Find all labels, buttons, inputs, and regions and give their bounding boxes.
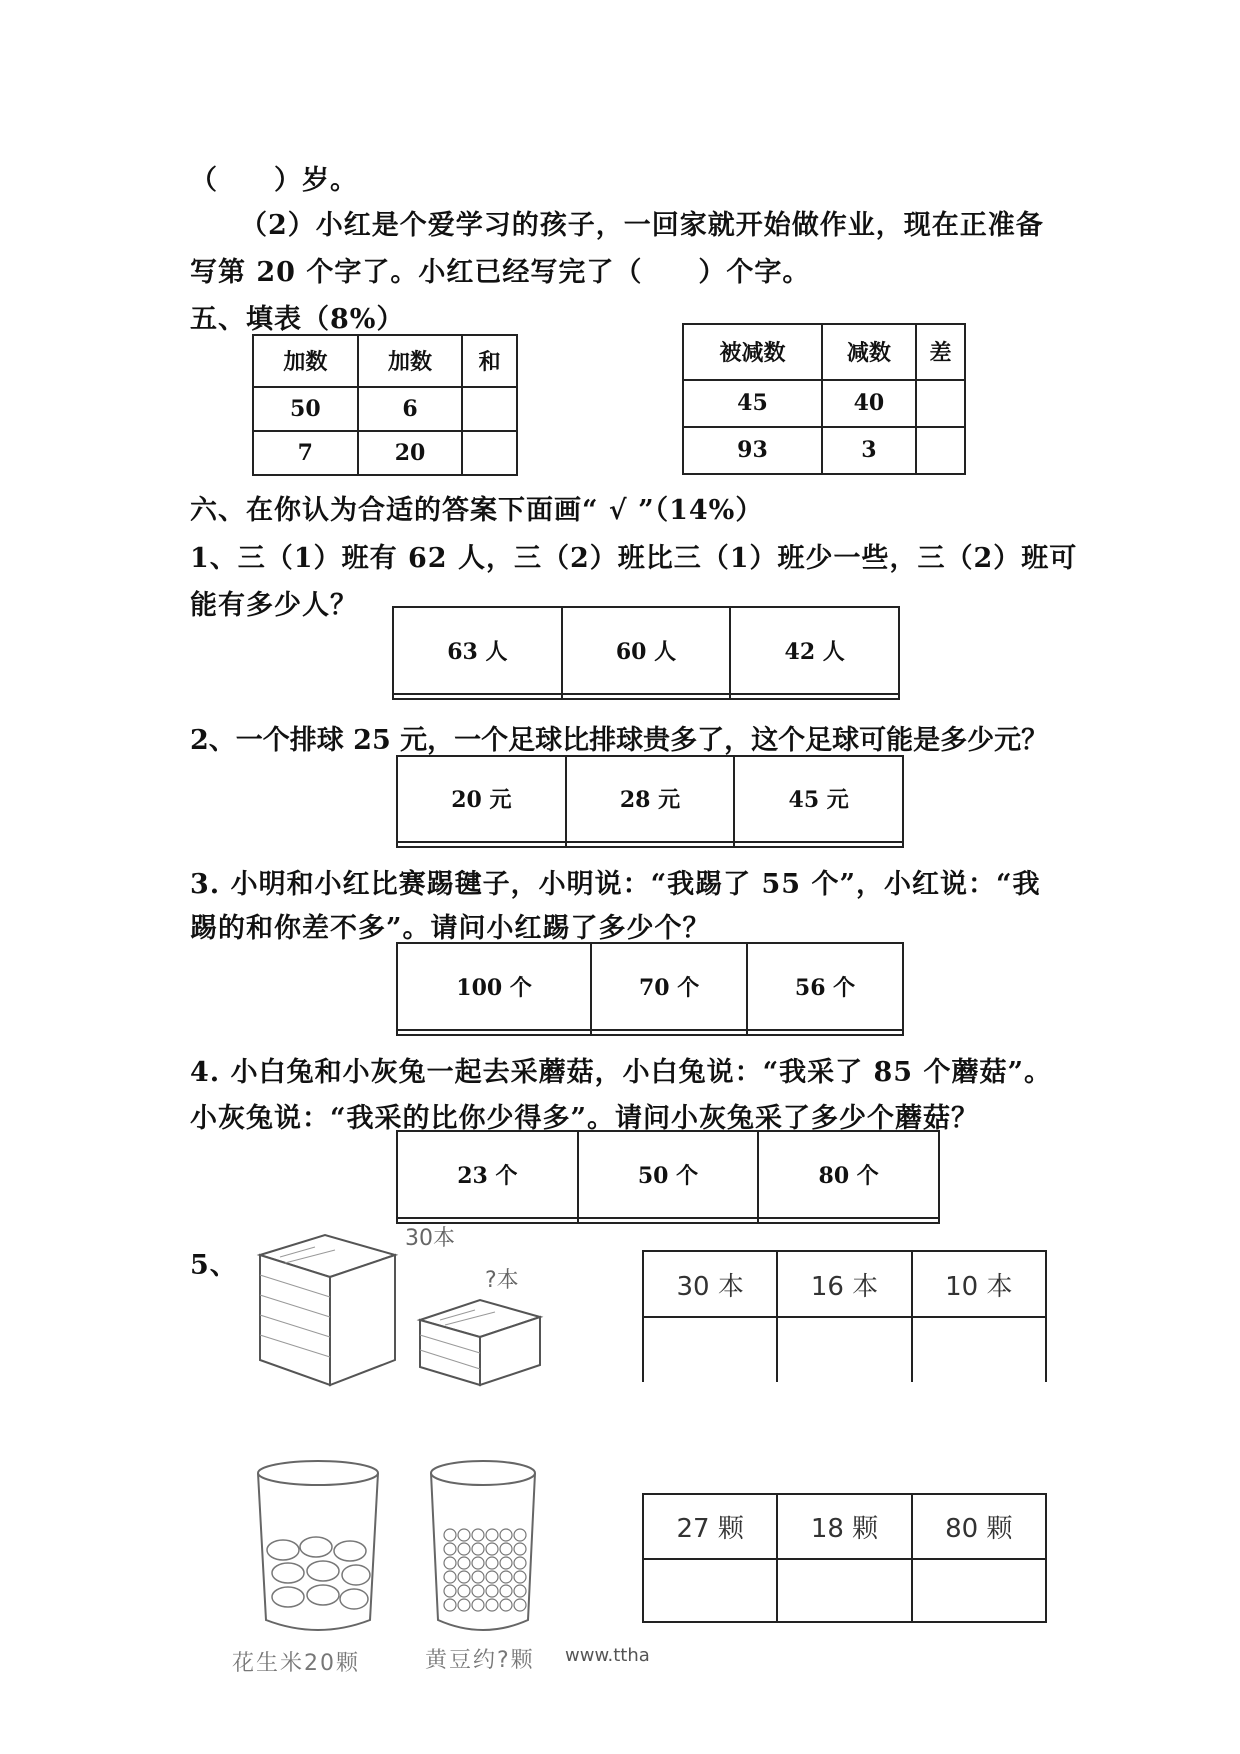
cell: 7 bbox=[253, 431, 358, 475]
addition-table bbox=[252, 334, 518, 476]
watermark-text: www.ttha bbox=[565, 1645, 650, 1666]
subtraction-table bbox=[682, 323, 966, 475]
answer-cell[interactable] bbox=[912, 1559, 1046, 1622]
option-label: 16 本 bbox=[777, 1251, 911, 1317]
question-1-line1: 1、三（1）班有 62 人，三（2）班比三（1）班少一些，三（2）班可 bbox=[190, 543, 1078, 574]
answer-cell[interactable] bbox=[591, 1030, 747, 1035]
option-label: 20 元 bbox=[397, 756, 566, 842]
answer-cell[interactable] bbox=[578, 1218, 759, 1223]
question-2: 2、一个排球 25 元，一个足球比排球贵多了，这个足球可能是多少元？ bbox=[190, 725, 1049, 756]
section-6-title: 六、在你认为合适的答案下面画“ √ ”（14%） bbox=[190, 495, 764, 526]
cell: 93 bbox=[683, 427, 822, 474]
cell: 45 bbox=[683, 380, 822, 427]
question-4-line2: 小灰兔说：“我采的比你少得多”。请问小灰兔采了多少个蘑菇？ bbox=[190, 1103, 980, 1134]
answer-cell[interactable] bbox=[566, 842, 735, 847]
option-label: 45 元 bbox=[734, 756, 903, 842]
option-label: 80 个 bbox=[758, 1131, 939, 1218]
option-label: 60 人 bbox=[562, 607, 731, 694]
option-label: 63 人 bbox=[393, 607, 562, 694]
q2-option-table bbox=[396, 755, 904, 848]
answer-cell[interactable] bbox=[397, 842, 566, 847]
answer-cell[interactable] bbox=[734, 842, 903, 847]
header-addend: 加数 bbox=[358, 335, 463, 387]
option-label: 100 个 bbox=[397, 943, 591, 1030]
question-xiaohong-line2: 写第 20 个字了。小红已经写完了（ ）个字。 bbox=[190, 257, 811, 288]
section-5-title: 五、填表（8%） bbox=[190, 304, 405, 335]
q1-option-table bbox=[392, 606, 900, 700]
q3-option-table bbox=[396, 942, 904, 1036]
notebook-stacks-illustration bbox=[245, 1215, 575, 1400]
option-label: 18 颗 bbox=[777, 1494, 911, 1559]
q5-books-option-table bbox=[642, 1250, 1047, 1382]
question-xiaohong-line1: （2）小红是个爱学习的孩子，一回家就开始做作业，现在正准备 bbox=[240, 210, 1044, 241]
answer-cell[interactable] bbox=[462, 387, 517, 431]
answer-cell[interactable] bbox=[777, 1317, 911, 1382]
answer-cell[interactable] bbox=[397, 1030, 591, 1035]
header-subtrahend: 减数 bbox=[822, 324, 916, 380]
option-label: 27 颗 bbox=[643, 1494, 777, 1559]
cell: 6 bbox=[358, 387, 463, 431]
question-3-line1: 3. 小明和小红比赛踢毽子，小明说：“我踢了 55 个”，小红说：“我 bbox=[190, 869, 1041, 900]
answer-cell[interactable] bbox=[777, 1559, 911, 1622]
header-minuend: 被减数 bbox=[683, 324, 822, 380]
answer-cell[interactable] bbox=[758, 1218, 939, 1223]
answer-cell[interactable] bbox=[916, 380, 965, 427]
answer-line-age: （ ）岁。 bbox=[190, 165, 358, 196]
answer-cell[interactable] bbox=[730, 694, 899, 699]
cell: 40 bbox=[822, 380, 916, 427]
answer-cell[interactable] bbox=[916, 427, 965, 474]
jar-caption-peanuts: 花生米20颗 bbox=[232, 1651, 360, 1676]
q5-beans-option-table bbox=[642, 1493, 1047, 1623]
option-label: 42 人 bbox=[730, 607, 899, 694]
answer-cell[interactable] bbox=[643, 1317, 777, 1382]
answer-cell[interactable] bbox=[462, 431, 517, 475]
book-label-unknown: ?本 bbox=[485, 1268, 519, 1293]
answer-cell[interactable] bbox=[562, 694, 731, 699]
question-1-line2: 能有多少人？ bbox=[190, 590, 358, 621]
header-difference: 差 bbox=[916, 324, 965, 380]
option-label: 28 元 bbox=[566, 756, 735, 842]
question-3-line2: 踢的和你差不多”。请问小红踢了多少个？ bbox=[190, 913, 711, 944]
q4-option-table bbox=[396, 1130, 940, 1224]
option-label: 56 个 bbox=[747, 943, 903, 1030]
option-label: 70 个 bbox=[591, 943, 747, 1030]
header-addend: 加数 bbox=[253, 335, 358, 387]
answer-cell[interactable] bbox=[912, 1317, 1046, 1382]
option-label: 10 本 bbox=[912, 1251, 1046, 1317]
jar-caption-soybeans: 黄豆约?颗 bbox=[425, 1648, 535, 1673]
option-label: 23 个 bbox=[397, 1131, 578, 1218]
cell: 50 bbox=[253, 387, 358, 431]
answer-cell[interactable] bbox=[643, 1559, 777, 1622]
header-sum: 和 bbox=[462, 335, 517, 387]
jars-illustration bbox=[238, 1455, 568, 1640]
answer-cell[interactable] bbox=[393, 694, 562, 699]
cell: 3 bbox=[822, 427, 916, 474]
book-label-30: 30本 bbox=[405, 1226, 455, 1251]
question-5-number: 5、 bbox=[190, 1250, 238, 1281]
cell: 20 bbox=[358, 431, 463, 475]
option-label: 30 本 bbox=[643, 1251, 777, 1317]
question-4-line1: 4. 小白兔和小灰兔一起去采蘑菇，小白兔说：“我采了 85 个蘑菇”。 bbox=[190, 1057, 1053, 1088]
option-label: 50 个 bbox=[578, 1131, 759, 1218]
option-label: 80 颗 bbox=[912, 1494, 1046, 1559]
answer-cell[interactable] bbox=[747, 1030, 903, 1035]
